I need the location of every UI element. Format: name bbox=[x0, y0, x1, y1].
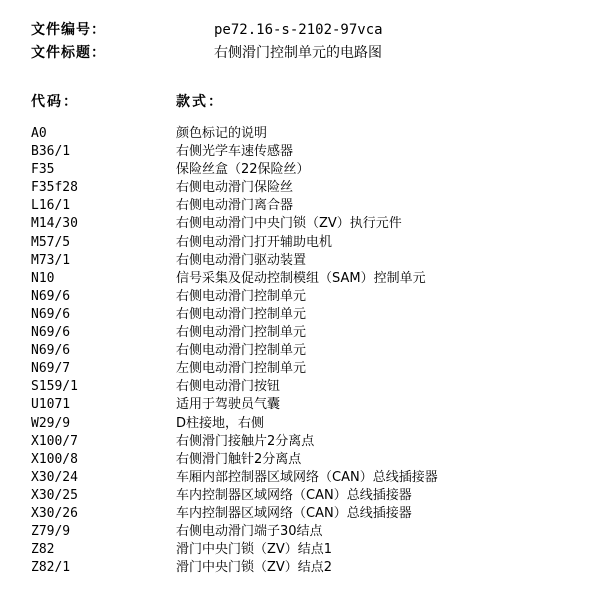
component-code: X100/8 bbox=[31, 451, 78, 467]
component-description: D柱接地，右侧 bbox=[176, 415, 265, 431]
list-item bbox=[0, 433, 609, 451]
component-code: X30/24 bbox=[31, 469, 78, 485]
component-description: 右侧电动滑门驱动装置 bbox=[176, 252, 307, 268]
component-description: 右侧电动滑门离合器 bbox=[176, 198, 294, 214]
component-description: 滑门中央门锁（ZV）结点1 bbox=[176, 542, 333, 558]
component-description: 右侧电动滑门控制单元 bbox=[176, 325, 307, 341]
list-item bbox=[0, 143, 609, 161]
component-description: 右侧电动滑门保险丝 bbox=[176, 180, 294, 196]
component-description: 右侧电动滑门中央门锁（ZV）执行元件 bbox=[176, 216, 402, 232]
component-description: 车厢内部控制器区域网络（CAN）总线插接器 bbox=[176, 469, 438, 485]
component-code: M73/1 bbox=[31, 252, 71, 268]
list-item bbox=[0, 252, 609, 270]
list-item bbox=[0, 505, 609, 523]
list-item bbox=[0, 469, 609, 487]
component-list bbox=[0, 125, 609, 577]
file-number-value: pe72.16-s-2102-97vca bbox=[214, 22, 383, 38]
component-description: 保险丝盒（22保险丝） bbox=[176, 162, 310, 178]
component-code: X30/26 bbox=[31, 505, 78, 521]
component-description: 适用于驾驶员气囊 bbox=[176, 397, 281, 413]
list-item bbox=[0, 125, 609, 143]
list-item bbox=[0, 288, 609, 306]
component-code: B36/1 bbox=[31, 144, 71, 160]
component-code: N69/6 bbox=[31, 288, 71, 304]
list-item bbox=[0, 197, 609, 215]
list-item bbox=[0, 523, 609, 541]
component-description: 右侧电动滑门按钮 bbox=[176, 379, 281, 395]
list-item bbox=[0, 161, 609, 179]
component-description: 左侧电动滑门控制单元 bbox=[176, 361, 307, 377]
component-code: F35f28 bbox=[31, 180, 78, 196]
list-item bbox=[0, 306, 609, 324]
list-item bbox=[0, 360, 609, 378]
list-item bbox=[0, 342, 609, 360]
list-item bbox=[0, 396, 609, 414]
file-title-label: 文件标题： bbox=[31, 45, 106, 61]
component-description: 颜色标记的说明 bbox=[176, 126, 268, 141]
list-item bbox=[0, 215, 609, 233]
component-description: 右侧电动滑门控制单元 bbox=[176, 306, 307, 322]
component-code: L16/1 bbox=[31, 198, 71, 214]
component-description: 车内控制器区域网络（CAN）总线插接器 bbox=[176, 505, 412, 521]
list-item bbox=[0, 559, 609, 577]
file-title-value: 右侧滑门控制单元的电路图 bbox=[214, 45, 382, 61]
list-item bbox=[0, 179, 609, 197]
file-number-label: 文件编号： bbox=[31, 22, 106, 38]
component-description: 右侧电动滑门控制单元 bbox=[176, 343, 307, 359]
list-item bbox=[0, 415, 609, 433]
component-code: Z82/1 bbox=[31, 560, 71, 576]
component-code: M14/30 bbox=[31, 216, 78, 232]
component-code: N69/7 bbox=[31, 361, 71, 377]
list-item bbox=[0, 451, 609, 469]
component-code: X30/25 bbox=[31, 487, 78, 503]
description-column-header: 款式： bbox=[176, 94, 224, 110]
component-description: 信号采集及促动控制模组（SAM）控制单元 bbox=[176, 270, 426, 286]
component-description: 右侧电动滑门控制单元 bbox=[176, 288, 307, 304]
component-description: 右侧滑门接触片2分离点 bbox=[176, 433, 315, 449]
component-code: M57/5 bbox=[31, 234, 71, 250]
component-description: 滑门中央门锁（ZV）结点2 bbox=[176, 560, 333, 576]
component-description: 车内控制器区域网络（CAN）总线插接器 bbox=[176, 487, 412, 503]
component-code: N10 bbox=[31, 270, 55, 286]
list-item bbox=[0, 234, 609, 252]
component-code: X100/7 bbox=[31, 433, 78, 449]
component-description: 右侧光学车速传感器 bbox=[176, 144, 294, 160]
component-description: 右侧电动滑门打开辅助电机 bbox=[176, 234, 333, 250]
component-code: Z82 bbox=[31, 542, 55, 558]
list-item bbox=[0, 324, 609, 342]
list-item bbox=[0, 270, 609, 288]
component-code: N69/6 bbox=[31, 306, 71, 322]
list-item bbox=[0, 541, 609, 559]
component-description: 右侧电动滑门端子30结点 bbox=[176, 524, 323, 540]
component-description: 右侧滑门触针2分离点 bbox=[176, 451, 302, 467]
component-code: A0 bbox=[31, 126, 47, 141]
component-code: N69/6 bbox=[31, 325, 71, 341]
component-code: U1071 bbox=[31, 397, 71, 413]
list-item bbox=[0, 487, 609, 505]
component-code: N69/6 bbox=[31, 343, 71, 359]
component-code: F35 bbox=[31, 162, 55, 178]
list-item bbox=[0, 378, 609, 396]
component-code: W29/9 bbox=[31, 415, 71, 431]
component-code: Z79/9 bbox=[31, 524, 71, 540]
component-code: S159/1 bbox=[31, 379, 78, 395]
code-column-header: 代码： bbox=[31, 94, 79, 110]
